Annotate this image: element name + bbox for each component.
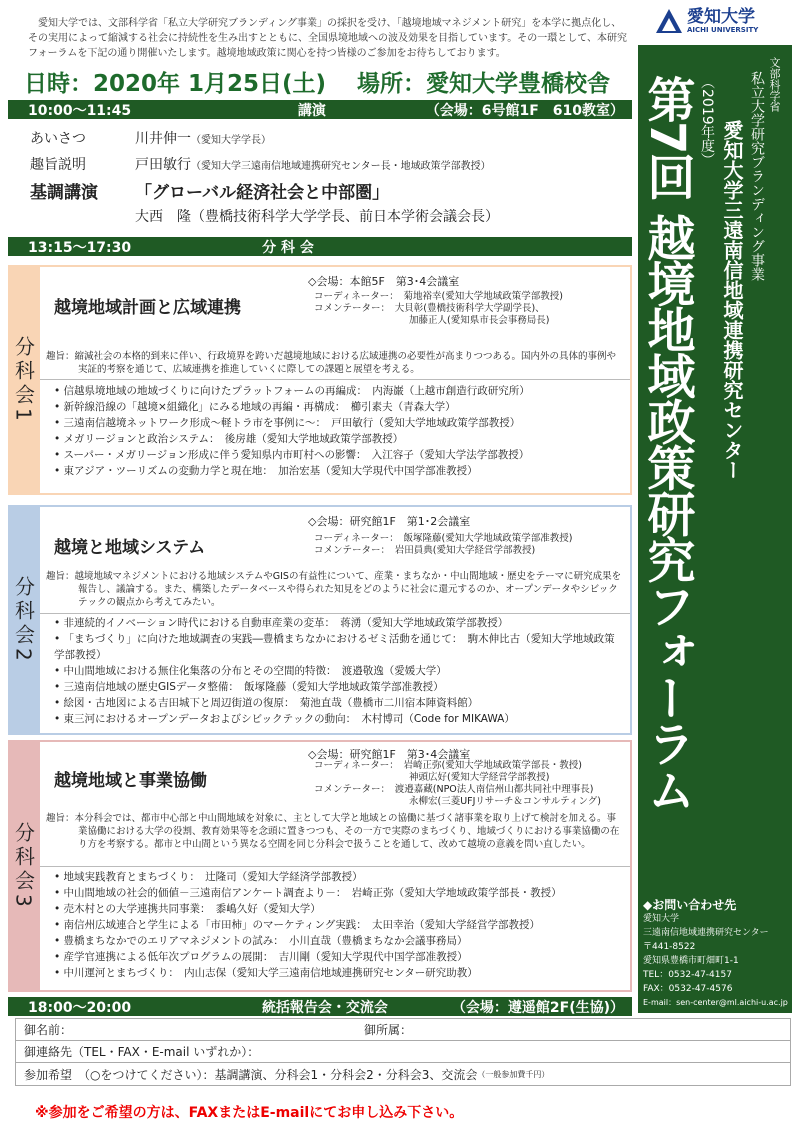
contact-org: 愛知大学 — [643, 914, 680, 924]
session-venue: ◇会場：研究館1F 第1･2会議室 — [308, 515, 471, 528]
session-tab: 分科会2 — [8, 507, 40, 733]
registration-form — [15, 1018, 791, 1086]
contact-heading: ◆お問い合わせ先 — [643, 898, 737, 912]
forum-title: 第7回 越境地域政策研究フォーラム — [639, 75, 695, 812]
talk-item: • 中山間地域における無住化集落の分布とその空間的特徴： 渡邉敬逸（愛媛大学） — [54, 663, 624, 679]
talk-item: • 東三河におけるオープンデータおよびシビックテックの動向： 木村博司（Code for MIKAWA） — [54, 711, 624, 727]
session-people: コーディネーター： 岩崎正弥(愛知大学地域政策学部長・教授) 神頭広好(愛知大学経営学部教授) コメンテーター： 渡邉嘉藏(NPO法人南信州山都共同社中理事長) 永柳宏(三菱UFJリサーチ＆コンサルティング) — [314, 760, 602, 807]
contact-info — [643, 898, 788, 1010]
lecture-time: 10:00〜11:45 — [28, 102, 132, 119]
name-field[interactable]: 御名前： — [24, 1023, 73, 1037]
talk-item: • 産学官連携による低年次プログラムの展開： 吉川剛（愛知大学現代中国学部准教授） — [54, 949, 624, 965]
evening-venue: （会場：遵遥館2F(生協)） — [451, 999, 624, 1016]
talk-item: • 非連続的イノベーション時代における自動車産業の変革： 蒋湧（愛知大学地域政策学部教授） — [54, 615, 624, 631]
logo-triangle-icon — [655, 8, 683, 34]
session-people: コーディネーター： 菊地裕幸(愛知大学地域政策学部教授) コメンテーター： 大貝彰(豊橋技術科学大学副学長)、 加藤正人(愛知県市長会事務局長) — [314, 291, 563, 326]
contact-address: 愛知県豊橋市町畑町1-1 — [643, 956, 739, 966]
talk-item: • スーパー・メガリージョン形成に伴う愛知県内市町村への影響： 入江容子（愛知大学法学部教授） — [54, 447, 624, 463]
program-purpose — [30, 154, 491, 174]
talk-item: • 豊橋まちなかでのエリアマネジメントの試み： 小川直哉（豊橋まちなか会議事務局） — [54, 933, 624, 949]
talk-item: • 中山間地域の社会的価値－三遠南信アンケート調査より－： 岩崎正弥（愛知大学地域政策学部長・教授） — [54, 885, 624, 901]
talk-item: • 絵図・古地図による吉田城下と周辺街道の復原： 菊池直哉（豊橋市二川宿本陣資料館） — [54, 695, 624, 711]
evening-time: 18:00〜20:00 — [28, 999, 132, 1016]
session-venue: ◇会場：本館5F 第3･4会議室 — [308, 275, 460, 288]
divider — [40, 379, 630, 380]
contact-fax: FAX：0532-47-4576 — [643, 984, 733, 994]
session-time: 13:15〜17:30 — [28, 239, 132, 256]
program-name: 私立大学研究ブランディング事業 — [749, 71, 765, 281]
talk-item: • 「まちづくり」に向けた地域調査の実践―豊橋まちなかにおけるゼミ活動を通じて： 駒木伸比古（愛知大学地域政策学部教授） — [54, 631, 624, 663]
contact-email[interactable]: E-mail：sen-center@ml.aichi-u.ac.jp — [643, 998, 788, 1007]
ministry-label: 文部科学省 — [768, 57, 781, 112]
affiliation-field[interactable]: 御所属： — [364, 1023, 413, 1037]
fiscal-year: （2019年度） — [699, 75, 715, 167]
aichi-university-logo — [655, 8, 758, 34]
session-aim: 趣旨：本分科会では、都市中心部と中山間地域を対象に、主として大学と地域との協働に基づく諸事業を取り上げて検討を加える。事業協働における大学の役割、教育効果等を念頭に置きつつも、その一方で実際のまちづくり、地域づくりにおける事業協働の在り方を考察する。都市と中山間という異なる空間を同じ分科会で扱うことを通して、改めて越境の意義を問い直したい。 — [46, 813, 620, 850]
program-keynote — [30, 178, 389, 203]
talk-item: • 中川運河とまちづくり： 内山志保（愛知大学三遠南信地域連携研究センター研究助教） — [54, 965, 624, 981]
session-aim: 趣旨：越境地域マネジメントにおける地域システムやGISの有益性について、産業・まちなか・中山間地域・歴史をテーマに研究成果を報告し、議論する。また、構築したデータベースや得られた知見をどのように社会に還元するのか、オープンデータやシビックテックの観点から考えてみたい。 — [46, 571, 622, 608]
program-label: あいさつ — [30, 131, 86, 147]
session-tab: 分科会1 — [8, 267, 40, 493]
session-aim: 趣旨：縮減社会の本格的到来に伴い、行政境界を跨いだ越境地域における広域連携の必要性が高まりつつある。国内外の具体的事例や実証的考察を通じて、広域連携を推進していくに際しての課題と展望を考える。 — [46, 351, 617, 375]
session-people: コーディネーター： 飯塚隆藤(愛知大学地域政策学部准教授) コメンテーター： 岩田員典(愛知大学経営学部教授) — [314, 533, 573, 556]
logo-english: AICHI UNIVERSITY — [687, 25, 759, 34]
session-1 — [8, 265, 632, 495]
program-greeting — [30, 128, 271, 148]
session-3 — [8, 740, 632, 992]
session-title: 越境地域計画と広域連携 — [54, 298, 241, 318]
talk-item: • メガリージョンと政治システム： 後房雄（愛知大学地域政策学部教授） — [54, 431, 624, 447]
logo-name: 愛知大学 — [687, 6, 755, 27]
evening-band — [8, 997, 632, 1016]
program-label: 趣旨説明 — [30, 157, 86, 173]
talk-item: • 三遠南信地域の歴史GISデータ整備： 飯塚隆藤（愛知大学地域政策学部准教授） — [54, 679, 624, 695]
program-note: （愛知大学学長） — [191, 135, 271, 146]
keynote-title: 「グローバル経済社会と中部圏」 — [135, 183, 390, 203]
lecture-title: 講演 — [297, 102, 326, 119]
talk-list — [54, 383, 624, 479]
talk-item: • 信越県境地域の地域づくりに向けたプラットフォームの再編成： 内海巌（上越市創造行政研究所） — [54, 383, 624, 399]
program-note: （愛知大学三遠南信地域連携研究センター長・地域政策学部教授） — [191, 161, 491, 172]
application-note: ※参加をご希望の方は、FAXまたはE-mailにてお申し込み下さい。 — [35, 1105, 464, 1121]
keynote-speaker: 大西 隆（豊橋技術科学大学学長、前日本学術会議会長） — [135, 209, 499, 225]
talk-list — [54, 615, 624, 727]
participation-label: 参加希望 （○をつけてください）：基調講演、分科会1・分科会2・分科会3、交流会 — [24, 1067, 478, 1082]
divider — [40, 866, 630, 867]
program-speaker: 川井伸一 — [135, 131, 191, 147]
contact-tel: TEL：0532-47-4157 — [643, 970, 732, 980]
date-venue-heading: 日時：2020年 1月25日(土) 場所：愛知大学豊橋校舎 — [24, 71, 611, 97]
talk-item: • 東アジア・ツーリズムの変動力学と現在地： 加治宏基（愛知大学現代中国学部准教授） — [54, 463, 624, 479]
participation-field[interactable] — [16, 1063, 790, 1085]
side-panel — [638, 45, 792, 1013]
session-band — [8, 237, 632, 256]
lecture-band — [8, 100, 632, 119]
fee-note: （一般参加費千円） — [477, 1069, 550, 1079]
divider — [40, 613, 630, 614]
center-name: 愛知大学三遠南信地域連携研究センター — [720, 120, 744, 480]
session-title: 越境と地域システム — [54, 538, 206, 558]
contact-field[interactable]: 御連絡先（TEL・FAX・E-mail いずれか）： — [16, 1041, 790, 1063]
program-speaker: 戸田敏行 — [135, 157, 191, 173]
program-label: 基調講演 — [30, 183, 98, 203]
intro-text: 愛知大学では、文部科学省「私立大学研究ブランディング事業」の採択を受け、「越境地域マネジメント研究」を本学に拠点化し、その実用によって縮減する社会に持続性を生み出すとともに、全国県境地域への波及効果を目指しています。その一環として、本研究フォーラムを下記の通り開催いたします。越境地域政策に関心を持つ皆様のご参加をお待ちしております。 — [28, 18, 627, 59]
talk-item: • 地域実践教育とまちづくり： 辻隆司（愛知大学経済学部教授） — [54, 869, 624, 885]
talk-list — [54, 869, 624, 981]
session-title: 分 科 会 — [262, 239, 314, 256]
session-tab: 分科会3 — [8, 742, 40, 990]
lecture-venue: （会場：6号館1F 610教室） — [425, 102, 624, 119]
contact-center: 三遠南信地域連携研究センター — [643, 928, 769, 938]
talk-item: • 売木村との大学連携共同事業： 黍嶋久好（愛知大学） — [54, 901, 624, 917]
talk-item: • 三遠南信越境ネットワーク形成〜軽トラ市を事例に〜： 戸田敏行（愛知大学地域政策学部教授） — [54, 415, 624, 431]
talk-item: • 新幹線沿線の「越境×組織化」にみる地域の再編・再構成： 櫛引素夫（青森大学） — [54, 399, 624, 415]
session-venue: ◇会場：研究館1F 第3･4会議室 — [308, 748, 471, 761]
evening-title: 統括報告会・交流会 — [261, 999, 388, 1016]
contact-zip: 〒441-8522 — [643, 942, 696, 952]
talk-item: • 南信州広域連合と学生による「市田柿」のマーケティング実践： 太田幸治（愛知大学経営学部教授） — [54, 917, 624, 933]
session-2 — [8, 505, 632, 735]
session-title: 越境地域と事業協働 — [54, 771, 207, 791]
